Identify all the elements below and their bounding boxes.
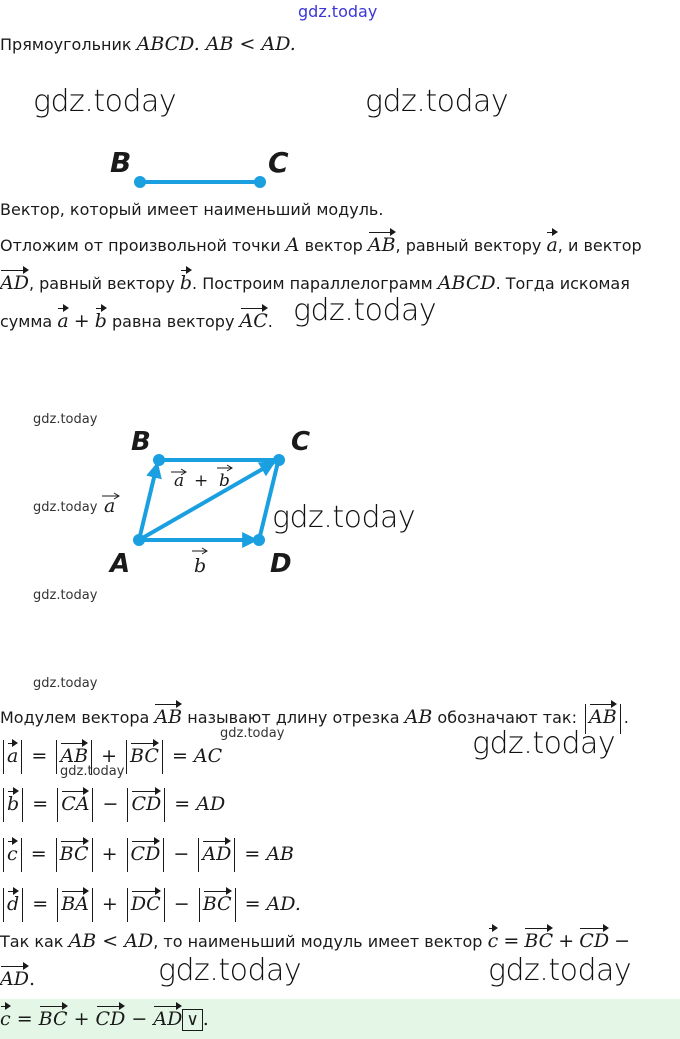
vector-BC: BC xyxy=(203,889,232,914)
text: . Построим параллелограмм xyxy=(192,274,433,293)
text-smallest: Вектор, который имеет наименьший модуль. xyxy=(0,200,384,219)
label-C: C xyxy=(291,427,311,457)
operator: + xyxy=(101,843,118,865)
watermark-small: gdz.today xyxy=(33,500,98,515)
text: , и вектор xyxy=(557,236,642,255)
vector-AD: AD xyxy=(0,964,29,989)
text: называют длину отрезка xyxy=(187,708,400,727)
vector-BC: BC xyxy=(60,839,89,864)
equation-2 xyxy=(0,788,225,822)
equals: = xyxy=(32,793,49,815)
plus: + xyxy=(73,310,90,332)
vector-b: b xyxy=(95,306,107,331)
text: . Тогда искомая xyxy=(495,274,630,293)
vector-b: b xyxy=(180,268,192,293)
text: Модулем вектора xyxy=(0,708,150,727)
vector-AB-abs: AB xyxy=(589,702,617,727)
label-B: B xyxy=(110,146,132,179)
intro-label: Прямоугольник xyxy=(0,35,132,54)
watermark-top: gdz.today xyxy=(298,2,378,21)
equals: = xyxy=(32,893,49,915)
point-C xyxy=(273,454,285,466)
operator: − xyxy=(173,843,190,865)
vector-AB: AB xyxy=(368,230,396,255)
operator: + xyxy=(101,745,117,767)
equals: = xyxy=(16,1008,33,1030)
vector-d: d xyxy=(7,889,19,914)
result: = AD. xyxy=(244,893,301,915)
label-a: a xyxy=(104,495,116,517)
operator: − xyxy=(173,893,190,915)
answer-line xyxy=(0,1004,209,1031)
text: обозначают так: xyxy=(437,708,577,727)
vector-CD: CD xyxy=(579,926,609,951)
vector-b: b xyxy=(7,789,19,814)
vector-AB: AB xyxy=(154,702,182,727)
vector-AB: AB xyxy=(60,741,88,766)
watermark: gdz.today xyxy=(365,84,509,119)
text: , равный вектору xyxy=(395,236,542,255)
text: . xyxy=(267,312,273,331)
vector-AC: AC xyxy=(240,306,268,331)
watermark: gdz.today xyxy=(472,726,616,761)
equals: = xyxy=(30,843,47,865)
watermark-small: gdz.today xyxy=(33,412,98,427)
label-sum-b: b xyxy=(219,471,230,491)
vector-c: c xyxy=(7,839,18,864)
label-A: A xyxy=(110,549,131,579)
point-A: A xyxy=(285,234,300,256)
equals: = xyxy=(31,745,48,767)
result: = AB xyxy=(244,843,295,865)
vector-DC: DC xyxy=(131,889,161,914)
text: , то наименьший модуль имеет вектор xyxy=(153,932,483,951)
text: . xyxy=(202,1008,209,1030)
vector-AD: AD xyxy=(0,268,29,293)
intro-math: ABCD. AB < AD. xyxy=(136,33,296,55)
vector-BC: BC xyxy=(39,1004,68,1029)
point-A xyxy=(133,534,145,546)
equals: = xyxy=(503,930,520,952)
vector-CD: CD xyxy=(131,789,161,814)
intro-line xyxy=(0,34,296,55)
plus: + xyxy=(558,930,575,952)
label-D: D xyxy=(270,549,292,579)
label-b: b xyxy=(194,555,207,577)
minus: − xyxy=(614,930,631,952)
text: Отложим от произвольной точки xyxy=(0,236,281,255)
watermark: gdz.today xyxy=(293,293,437,328)
watermark-small: gdz.today xyxy=(33,676,98,691)
vector-CA: CA xyxy=(61,789,89,814)
watermark: gdz.today xyxy=(272,500,416,535)
label-C: C xyxy=(268,146,289,179)
point-C xyxy=(254,176,266,188)
result: = AD xyxy=(174,793,226,815)
vector-CD: CD xyxy=(96,1004,126,1029)
text: сумма xyxy=(0,312,53,331)
minus: − xyxy=(131,1008,148,1030)
edge-AB xyxy=(139,465,157,540)
label-sum-a: a xyxy=(174,471,185,491)
text: . xyxy=(623,708,629,727)
text: . xyxy=(28,968,36,990)
text: , равный вектору xyxy=(28,274,175,293)
equation-4 xyxy=(0,888,301,922)
operator: − xyxy=(102,793,119,815)
vector-CD: CD xyxy=(131,839,161,864)
watermark-small: gdz.today xyxy=(60,764,125,779)
vector-a: a xyxy=(57,306,68,331)
para-line-2 xyxy=(0,268,630,294)
segment-AB: AB xyxy=(404,706,433,728)
parallelogram-ABCD: ABCD xyxy=(437,272,496,294)
check-mark-box: ∨ xyxy=(182,1009,202,1031)
vector-c: c xyxy=(488,926,499,951)
vector-BC: BC xyxy=(130,741,159,766)
watermark: gdz.today xyxy=(158,953,302,988)
plus: + xyxy=(73,1008,90,1030)
vector-AD: AD xyxy=(153,1004,182,1029)
operator: + xyxy=(101,893,118,915)
segment-figure xyxy=(100,140,300,196)
vector-a: a xyxy=(7,741,18,766)
inequality: AB < AD xyxy=(68,930,154,952)
point-D xyxy=(253,534,265,546)
label-sum-plus: + xyxy=(194,471,209,491)
text: вектор xyxy=(304,236,363,255)
vector-BC: BC xyxy=(524,926,553,951)
text: Так как xyxy=(0,932,64,951)
vector-a: a xyxy=(546,230,557,255)
result: = AC xyxy=(171,745,223,767)
point-B xyxy=(153,454,165,466)
watermark-small: gdz.today xyxy=(220,726,285,741)
vector-c: c xyxy=(0,1004,11,1029)
watermark: gdz.today xyxy=(488,953,632,988)
watermark: gdz.today xyxy=(33,84,177,119)
vector-AD: AD xyxy=(202,839,231,864)
para-line-3 xyxy=(0,306,273,332)
text: равна вектору xyxy=(112,312,235,331)
para-line-1 xyxy=(0,230,642,256)
conclusion-line-2 xyxy=(0,964,35,990)
equation-1 xyxy=(0,740,222,774)
equation-3 xyxy=(0,838,294,872)
watermark-small: gdz.today xyxy=(33,588,98,603)
label-B: B xyxy=(131,427,151,457)
point-B xyxy=(134,176,146,188)
vector-BA: BA xyxy=(61,889,89,914)
conclusion-line-1 xyxy=(0,926,630,952)
